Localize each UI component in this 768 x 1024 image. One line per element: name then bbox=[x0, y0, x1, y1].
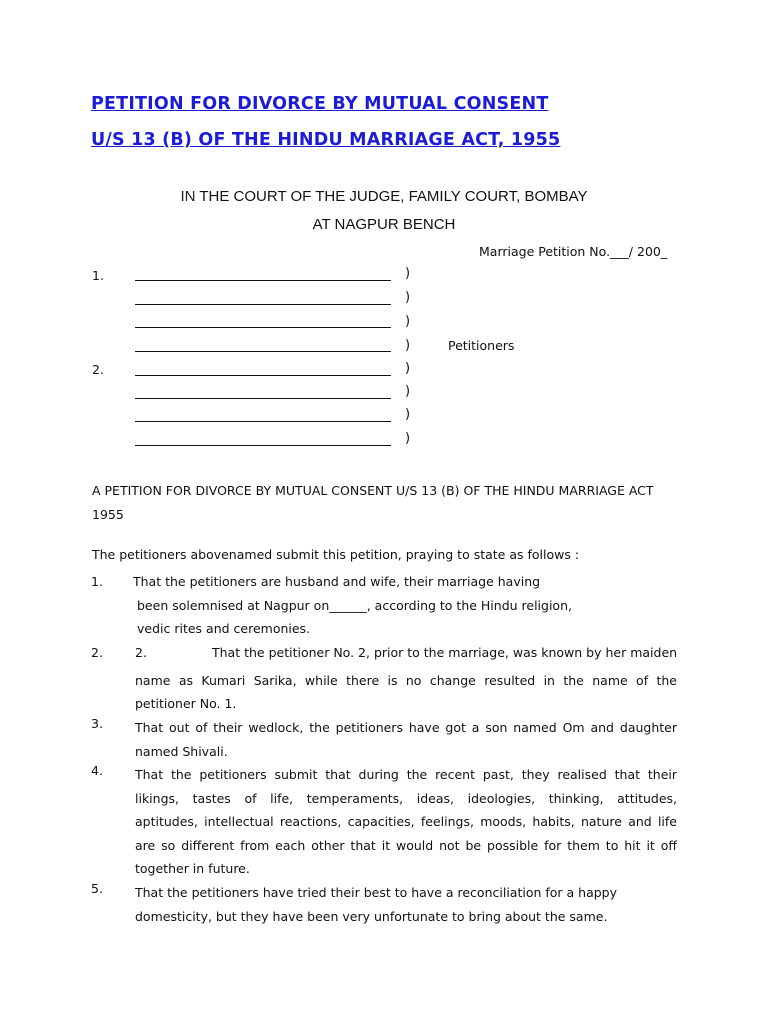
heading-line-2: U/S 13 (B) OF THE HINDU MARRIAGE ACT, 1955 bbox=[91, 130, 561, 150]
blank-line[interactable] bbox=[135, 420, 391, 422]
paragraph-number: 4. bbox=[91, 763, 103, 778]
paragraph-text-line: vedic rites and ceremonies. bbox=[137, 621, 311, 636]
opening-statement: The petitioners abovenamed submit this petition, praying to state as follows : bbox=[92, 547, 580, 562]
bracket: ) bbox=[405, 338, 411, 353]
paragraph-text-line: are so different from each other that it would not be possible for them to hit it off bbox=[135, 837, 677, 853]
paragraph-text bbox=[135, 669, 677, 716]
bracket: ) bbox=[405, 290, 411, 305]
blank-line[interactable] bbox=[135, 326, 391, 328]
paragraph-number: 2. bbox=[91, 645, 103, 660]
paragraph-text bbox=[135, 763, 677, 881]
paragraph-text-line: That the petitioners have tried their best to have a reconciliation for a happy bbox=[135, 885, 618, 900]
paragraph-text-line: aptitudes, intellectual reactions, capacities, feelings, moods, habits, nature and life bbox=[135, 814, 677, 829]
bracket: ) bbox=[405, 384, 411, 399]
blank-line[interactable] bbox=[135, 303, 391, 305]
paragraph-text-line: petitioner No. 1. bbox=[135, 696, 237, 711]
bracket: ) bbox=[405, 314, 411, 329]
paragraph-text-line: That the petitioners are husband and wife, their marriage having bbox=[133, 574, 541, 589]
paragraph-inner-number: 2. bbox=[135, 645, 147, 660]
paragraph-text-line: together in future. bbox=[135, 861, 250, 876]
court-name: THE COURT OF THE JUDGE, FAMILY COURT, BOMBAY bbox=[199, 188, 588, 205]
paragraph-text-line: named Shivali. bbox=[135, 743, 228, 759]
blank-line[interactable] bbox=[135, 444, 391, 446]
paragraph-text-line: likings, tastes of life, temperaments, ideas, ideologies, thinking, attitudes, bbox=[135, 790, 677, 806]
paragraph-number: 5. bbox=[91, 881, 103, 896]
court-line-2: AT NAGPUR BENCH bbox=[312, 216, 456, 233]
blank-line[interactable] bbox=[135, 350, 391, 352]
court-lead: IN bbox=[180, 188, 196, 205]
blank-line[interactable] bbox=[135, 374, 391, 376]
paragraph-number: 3. bbox=[91, 716, 103, 731]
bracket: ) bbox=[405, 361, 411, 376]
paragraph-text-line: been solemnised at Nagpur on______, according to the Hindu religion, bbox=[137, 598, 572, 613]
paragraph-number: 1. bbox=[91, 574, 103, 589]
paragraph-text-line: That out of their wedlock, the petitioners have got a son named Om and daughter bbox=[135, 720, 677, 735]
paragraph-text bbox=[135, 716, 677, 763]
party-number-1: 1. bbox=[92, 268, 104, 283]
bracket: ) bbox=[405, 266, 411, 281]
paragraph-text-line: That the petitioner No. 2, prior to the marriage, was known by her maiden bbox=[212, 645, 678, 660]
paragraph-text-line: name as Kumari Sarika, while there is no change resulted in the name of the bbox=[135, 672, 677, 688]
petitioners-label: Petitioners bbox=[448, 338, 515, 353]
bracket: ) bbox=[405, 431, 411, 446]
paragraph-text-line: That the petitioners submit that during the recent past, they realised that their bbox=[135, 767, 677, 782]
blank-line[interactable] bbox=[135, 397, 391, 399]
court-line-1 bbox=[0, 188, 768, 205]
petition-number: Marriage Petition No.___/ 200_ bbox=[479, 244, 668, 259]
bracket: ) bbox=[405, 407, 411, 422]
blank-line[interactable] bbox=[135, 279, 391, 281]
petition-intro: A PETITION FOR DIVORCE BY MUTUAL CONSENT U/S 13 (B) OF THE HINDU MARRIAGE ACT 1955 bbox=[92, 483, 654, 522]
party-number-2: 2. bbox=[92, 362, 104, 377]
heading-line-1: PETITION FOR DIVORCE BY MUTUAL CONSENT bbox=[91, 94, 549, 114]
paragraph-text bbox=[135, 881, 677, 928]
paragraph-text-line: domesticity, but they have been very unfortunate to bring about the same. bbox=[135, 908, 608, 924]
